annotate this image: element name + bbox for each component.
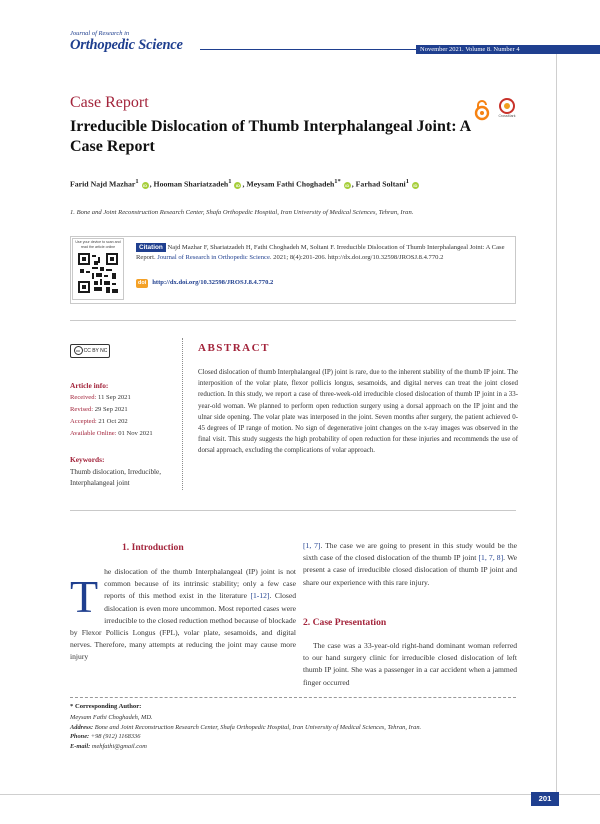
journal-title: Orthopedic Science bbox=[70, 37, 183, 53]
page-number: 201 bbox=[531, 792, 559, 806]
intro-continued: [1, 7]. The case we are going to present in this study would be the sixth case of the closed dislocation of the thumb IP joint [1, 7, 8]. We present a case of irreducible closed dislocation of thumb IP joint and share our experience with this rare injury. bbox=[303, 541, 517, 587]
author-name: Farhad Soltani bbox=[355, 179, 406, 189]
crossmark-icon[interactable]: CrossMark bbox=[496, 98, 518, 122]
author-name: Farid Najd Mazhar bbox=[70, 179, 136, 189]
doi-icon: doi bbox=[138, 280, 147, 286]
citation-journal-link[interactable]: Journal of Research in Orthopedic Science bbox=[157, 254, 270, 262]
article-type: Case Report bbox=[70, 94, 149, 111]
email-link[interactable]: mehfathi@gmail.com bbox=[91, 742, 147, 750]
case-heading: 2. Case Presentation bbox=[303, 617, 387, 628]
corresponding-author-details: Meysam Fathi Choghadeh, MD. Address: Bone and Joint Reconstruction Research Center, Shafa Orthopedic Hospital, Iran University of Medical Sciences, Tehran, Iran. Phone: +98 (912) 1168336 E-mail: mehfathi@gmail.com bbox=[70, 714, 422, 750]
citation-text: Citation Najd Mazhar F, Shariatzadeh H, Fathi Choghadeh M, Soltani F. Irreducible Dislocation of Thumb Interphalangeal Joint: A Case Report. Journal of Research in Orthopedic Science. 2021; 8(4):201-206. http://dx.doi.org/10.32598/JROSJ.8.4.770.2 bbox=[136, 244, 505, 262]
corresponding-author-heading: * Corresponding Author: bbox=[70, 703, 142, 710]
article-title: Irreducible Dislocation of Thumb Interphalangeal Joint: A Case Report bbox=[70, 118, 471, 155]
orcid-icon[interactable]: iD bbox=[143, 182, 148, 188]
footnote-divider bbox=[70, 697, 516, 698]
cc-license-badge[interactable]: cc CC BY NC bbox=[70, 344, 110, 358]
doi-link[interactable]: doi http://dx.doi.org/10.32598/JROSJ.8.4.770.2 bbox=[138, 279, 274, 286]
author-name: Hooman Shariatzadeh bbox=[153, 179, 229, 189]
issue-info: November 2021. Volume 8. Number 4 bbox=[420, 46, 520, 53]
footer-rule bbox=[0, 794, 600, 795]
article-info-heading: Article info: bbox=[70, 381, 109, 390]
qr-caption: Use your device to scan and read the article online bbox=[75, 240, 121, 249]
drop-cap: T bbox=[70, 571, 99, 622]
reference-link[interactable]: [1-12] bbox=[250, 591, 270, 601]
intro-paragraph: The dislocation of the thumb Interphalangeal (IP) joint is not common because of its intrinsic stability; only a few case reports of this method exist in the literature [1-12]. Closed dislocation is even more uncommon. Most reported cases were irreducible to the closed reduction method because of blockade by Flexor Pollicis Longus (FPL), volar plate, sesamoids, and digital nerves. Therefore, many attempts at reducing the joint may cause more injury bbox=[70, 567, 296, 662]
keywords: Thumb dislocation, Irreducible, Interphalangeal joint bbox=[70, 468, 162, 487]
right-margin-rule bbox=[556, 54, 557, 794]
orcid-icon[interactable]: iD bbox=[413, 182, 418, 188]
citation-label: Citation bbox=[136, 243, 166, 252]
author-name: Meysam Fathi Choghadeh bbox=[246, 179, 335, 189]
section-divider bbox=[70, 320, 516, 321]
reference-link[interactable]: [1, 7, 8] bbox=[478, 553, 504, 563]
section-divider bbox=[70, 510, 516, 511]
author-list: Farid Najd Mazhar$^1$ iD , Hooman Shariatzadeh$^1$ iD , Meysam Fathi Choghadeh$^{1*}$ iD , Farhad Soltani$^1$ iD bbox=[70, 178, 418, 189]
reference-link[interactable]: [1, 7] bbox=[303, 541, 321, 550]
info-abstract-divider bbox=[182, 338, 183, 490]
open-access-icon bbox=[474, 99, 490, 126]
affiliation: 1. Bone and Joint Reconstruction Research Center, Shafa Orthopedic Hospital, Iran University of Medical Sciences, Tehran, Iran. bbox=[70, 209, 414, 216]
intro-heading: 1. Introduction bbox=[122, 542, 184, 553]
orcid-icon[interactable]: iD bbox=[345, 182, 350, 188]
keywords-heading: Keywords: bbox=[70, 455, 105, 464]
case-paragraph: The case was a 33-year-old right-hand dominant woman referred to our hand surgery clinic for irreducible closed dislocation of left thumb IP joint. She was a passenger in a car accident when a jammed finger occurred bbox=[303, 641, 517, 687]
abstract-text: Closed dislocation of thumb Interphalangeal (IP) joint is rare, due to the inherent stability of the thumb IP joint. The interposition of the volar plate, flexor pollicis longus, sesamoids, and digital nerves can treat the joint closed reduction. In this study, we report a case of three-week-old irreducible closed dislocation of thumb IP joint in a 33-year-old woman. We planned to perform open reduction surgery using a dorsal approach on the IP joint and the ulnar side opening. The volar plate was interposed in the joint. Seven months after surgery, the patient achieved 0-45 degrees of IP range of motion. No sign of degenerative joint changes on the x-ray images was observed in the final visit. This study suggests the high probability of open reduction for these injuries and recommends the use of dorsal approach, excluding the complications of volar approach. bbox=[198, 369, 518, 455]
qr-code-icon[interactable] bbox=[78, 253, 118, 293]
journal-subtitle: Journal of Research in bbox=[70, 30, 130, 37]
orcid-icon[interactable]: iD bbox=[235, 182, 240, 188]
article-dates: Received: 11 Sep 2021 Revised: 29 Sep 2021 Accepted: 21 Oct 202 Available Online: 01 Nov 2021 bbox=[70, 394, 153, 437]
abstract-heading: ABSTRACT bbox=[198, 342, 270, 354]
